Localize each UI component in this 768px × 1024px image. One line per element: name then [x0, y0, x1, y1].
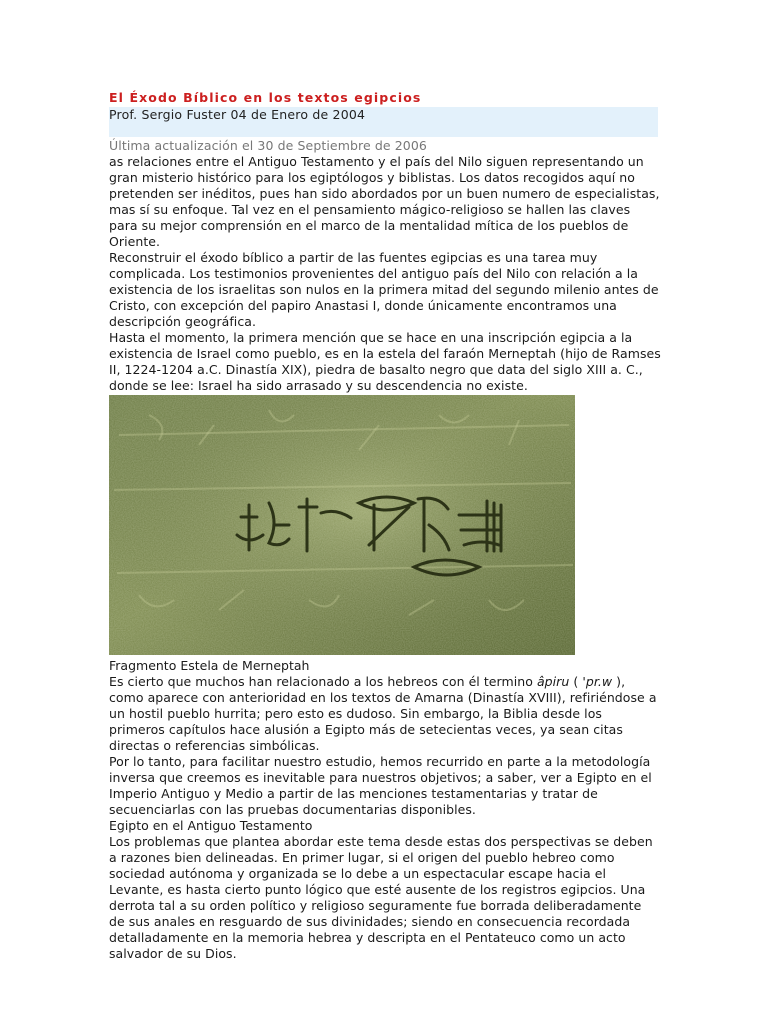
apiru-text-before: Es cierto que muchos han relacionado a los hebreos con él termino — [109, 674, 537, 689]
article-author: Prof. Sergio Fuster 04 de Enero de 2004 — [109, 107, 366, 122]
section-heading: Egipto en el Antiguo Testamento — [109, 818, 313, 833]
author-box — [109, 107, 658, 137]
paragraph-apiru — [109, 674, 661, 754]
term-apiru: âpiru — [536, 674, 570, 689]
paragraph-intro: as relaciones entre el Antiguo Testamento y el país del Nilo siguen representando un gran misterio histórico para los egiptólogos y biblistas. Los datos recogidos aquí no pretenden ser inéditos, pues han sido abordados por un buen numero de especialistas, mas sí su enfoque. Tal vez en el pensamiento mágico-religioso se hallen las claves para su mejor comprensión en el marco de la mentalidad mítica de los pueblos de Oriente. — [109, 154, 660, 249]
image-caption: Fragmento Estela de Merneptah — [109, 658, 310, 673]
last-updated: Última actualización el 30 de Septiembre de 2006 — [109, 138, 427, 153]
term-transliteration: 'pr.w — [582, 674, 613, 689]
paragraph-method: Por lo tanto, para facilitar nuestro estudio, hemos recurrido en parte a la metodología inversa que creemos es inevitable para nuestros objetivos; a saber, ver a Egipto en el Imperio Antiguo y Medio a partir de las menciones testamentarias y tratar de secuenciarlas con las pruebas documentarias disponibles. — [109, 754, 652, 817]
apiru-text-middle: ( — [569, 674, 583, 689]
paragraph-reconstruct: Reconstruir el éxodo bíblico a partir de las fuentes egipcias es una tarea muy complicada. Los testimonios provenientes del antiguo país del Nilo con relación a la existencia de los israelitas son nulos en la primera mitad del segundo milenio antes de Cristo, con excepción del papiro Anastasi I, donde únicamente encontramos una descripción geográfica. — [109, 250, 659, 329]
article-title: El Éxodo Bíblico en los textos egipcios — [109, 90, 422, 105]
paragraph-problems: Los problemas que plantea abordar este tema desde estas dos perspectivas se deben a razones bien delineadas. En primer lugar, si el origen del pueblo hebreo como sociedad autónoma y organizada se lo debe a un espectacular escape hacia el Levante, es hasta cierto punto lógico que esté ausente de los registros egipcios. Una derrota tal a su orden político y religioso seguramente fue borrada deliberadamente de sus anales en resguardo de sus divinidades; siendo en consecuencia recordada detalladamente en la memoria hebrea y descripta en el Pentateuco como un acto salvador de su Dios. — [109, 834, 653, 961]
merneptah-stele-image — [109, 395, 575, 655]
article — [109, 90, 661, 962]
apiru-text-after: ), como aparece con anterioridad en los textos de Amarna (Dinastía XVIII), refiriéndose a un hostil pueblo hurrita; pero esto es dudoso. Sin embargo, la Biblia desde los primeros capítulos hace alusión a Egipto más de setecientas veces, ya sean citas directas o referencias simbólicas. — [109, 674, 657, 753]
paragraph-merneptah: Hasta el momento, la primera mención que se hace en una inscripción egipcia a la existencia de Israel como pueblo, es en la estela del faraón Merneptah (hijo de Ramses II, 1224-1204 a.C. Dinastía XIX), piedra de basalto negro que data del siglo XIII a. C., donde se lee: Israel ha sido arrasado y su descendencia no existe. — [109, 330, 661, 393]
